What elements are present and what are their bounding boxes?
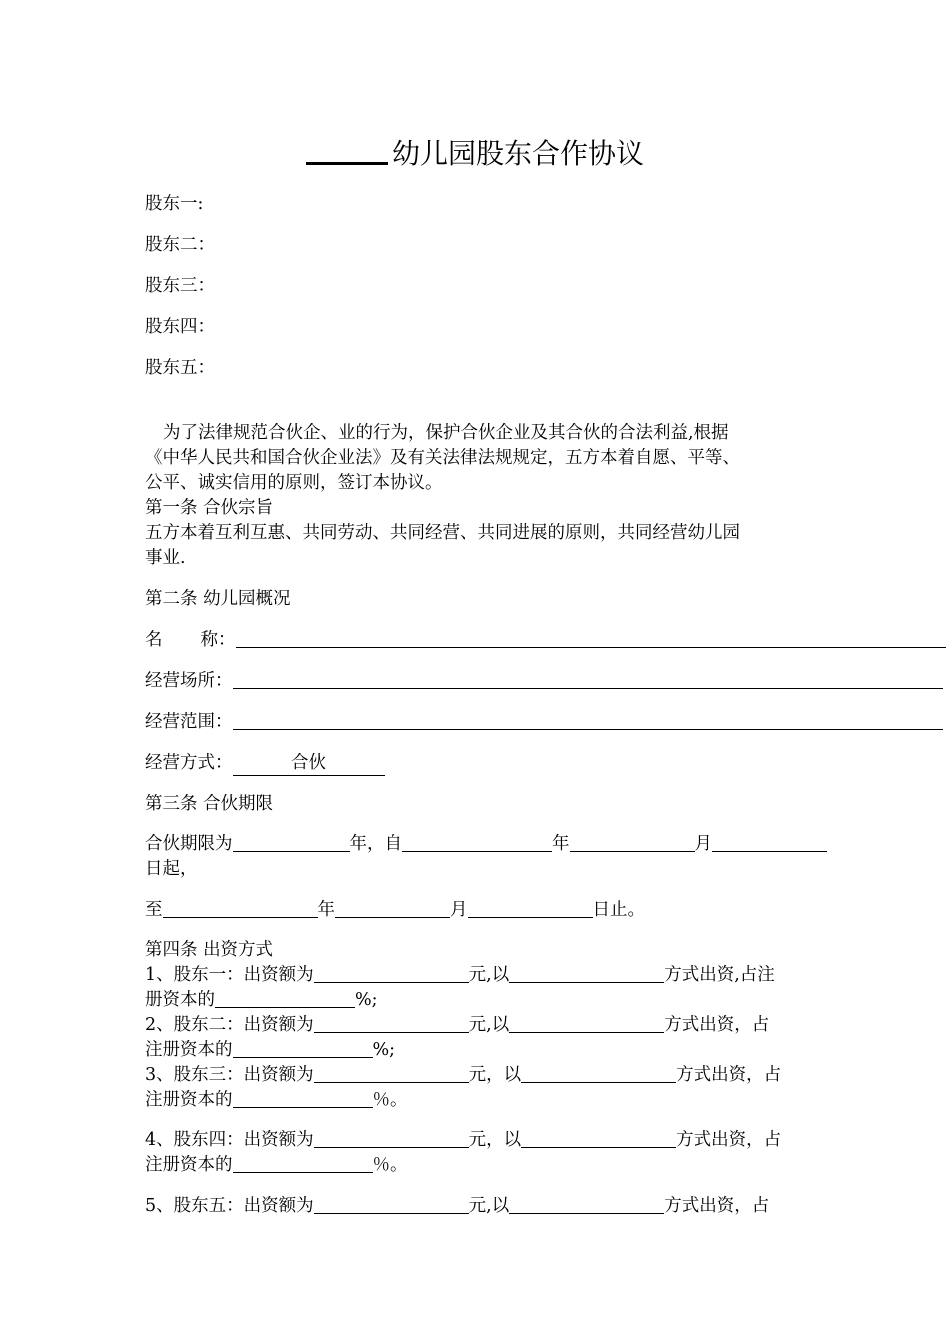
contribution-1-line-2 bbox=[145, 988, 378, 1012]
field-mode-value[interactable]: 合伙 bbox=[233, 751, 385, 776]
term-end-label-c: 月 bbox=[450, 900, 468, 920]
term-label-d: 月 bbox=[694, 834, 712, 854]
article-1-body-1: 五方本着互利互惠、共同劳动、共同经营、共同进展的原则，共同经营幼儿园 bbox=[145, 523, 740, 543]
contribution-3-label-a: 3、股东三：出资额为 bbox=[145, 1065, 314, 1085]
contribution-2-percent-blank[interactable] bbox=[233, 1039, 373, 1058]
contribution-5-label-b: 元,以 bbox=[468, 1196, 510, 1216]
contribution-2-line-2 bbox=[145, 1038, 395, 1062]
contribution-1-percent-blank[interactable] bbox=[215, 989, 355, 1008]
contribution-5-line-1 bbox=[145, 1194, 769, 1218]
contribution-1-label-d: 册资本的 bbox=[145, 990, 215, 1010]
contribution-5-label-c: 方式出资，占 bbox=[664, 1196, 770, 1216]
contribution-3-line-1 bbox=[145, 1063, 781, 1087]
shareholder-1: 股东一: bbox=[145, 194, 204, 214]
contribution-4-label-c: 方式出资，占 bbox=[676, 1130, 782, 1150]
term-end-label-a: 至 bbox=[145, 900, 163, 920]
term-line-2: 日起， bbox=[145, 859, 198, 879]
shareholder-2: 股东二： bbox=[145, 235, 215, 255]
contribution-4-label-a: 4、股东四：出资额为 bbox=[145, 1130, 314, 1150]
field-name-label-b: 称： bbox=[200, 630, 236, 650]
contribution-2-label-d: 注册资本的 bbox=[145, 1040, 233, 1060]
document-title bbox=[0, 134, 950, 172]
term-label-c: 年 bbox=[552, 834, 570, 854]
contribution-3-method-blank[interactable] bbox=[521, 1064, 676, 1083]
contribution-4-label-b: 元，以 bbox=[468, 1130, 522, 1150]
term-end-label-d: 日止。 bbox=[592, 900, 645, 920]
field-mode-row bbox=[145, 751, 385, 776]
field-name-label-a: 名 bbox=[145, 630, 163, 650]
field-scope-label: 经营范围： bbox=[145, 712, 233, 732]
term-label-b: 年，自 bbox=[349, 834, 402, 854]
term-label-a: 合伙期限为 bbox=[145, 834, 233, 854]
end-day-blank[interactable] bbox=[468, 899, 593, 918]
title-blank bbox=[306, 134, 388, 165]
contribution-1-label-c: 方式出资,占注 bbox=[664, 965, 775, 985]
contribution-1-amount-blank[interactable] bbox=[314, 964, 469, 983]
shareholder-3: 股东三： bbox=[145, 276, 215, 296]
contribution-2-label-e: %; bbox=[372, 1040, 396, 1060]
contribution-1-label-e: %; bbox=[355, 990, 378, 1010]
contribution-3-label-d: 注册资本的 bbox=[145, 1090, 233, 1110]
contribution-3-amount-blank[interactable] bbox=[314, 1064, 469, 1083]
contribution-4-label-e: ％。 bbox=[372, 1155, 408, 1175]
contribution-4-line-1 bbox=[145, 1128, 781, 1152]
field-name-row bbox=[145, 628, 946, 652]
contribution-5-label-a: 5、股东五：出资额为 bbox=[145, 1196, 314, 1216]
contribution-4-amount-blank[interactable] bbox=[314, 1129, 469, 1148]
shareholder-4: 股东四： bbox=[145, 317, 215, 337]
article-1-heading: 第一条 合伙宗旨 bbox=[145, 498, 274, 518]
contribution-1-method-blank[interactable] bbox=[509, 964, 664, 983]
article-2-heading: 第二条 幼儿园概况 bbox=[145, 589, 291, 609]
contribution-2-amount-blank[interactable] bbox=[314, 1014, 469, 1033]
contribution-4-label-d: 注册资本的 bbox=[145, 1155, 233, 1175]
field-scope-row bbox=[145, 710, 943, 734]
start-year-blank[interactable] bbox=[402, 833, 552, 852]
article-4-heading: 第四条 出资方式 bbox=[145, 940, 274, 960]
contribution-1-line-1 bbox=[145, 963, 775, 987]
preamble-line-2: 《中华人民共和国合伙企业法》及有关法律法规规定，五方本着自愿、平等、 bbox=[145, 448, 740, 468]
field-name-blank[interactable] bbox=[236, 629, 946, 648]
term-line-1 bbox=[145, 832, 827, 856]
title-text: 幼儿园股东合作协议 bbox=[391, 137, 644, 170]
preamble-line-3: 公平、诚实信用的原则，签订本协议。 bbox=[145, 473, 443, 493]
article-1-body-2: 事业. bbox=[145, 548, 186, 568]
contribution-2-label-a: 2、股东二：出资额为 bbox=[145, 1015, 314, 1035]
field-scope-blank[interactable] bbox=[233, 711, 943, 730]
contribution-5-method-blank[interactable] bbox=[509, 1195, 664, 1214]
shareholder-5: 股东五： bbox=[145, 358, 215, 378]
field-place-blank[interactable] bbox=[233, 670, 943, 689]
contribution-5-amount-blank[interactable] bbox=[314, 1195, 469, 1214]
term-years-blank[interactable] bbox=[233, 833, 350, 852]
contribution-1-label-a: 1、股东一：出资额为 bbox=[145, 965, 314, 985]
field-place-row bbox=[145, 669, 943, 693]
field-place-label: 经营场所： bbox=[145, 671, 233, 691]
contribution-3-percent-blank[interactable] bbox=[233, 1089, 373, 1108]
contribution-3-label-b: 元，以 bbox=[468, 1065, 522, 1085]
contribution-2-method-blank[interactable] bbox=[509, 1014, 664, 1033]
contribution-4-percent-blank[interactable] bbox=[233, 1154, 373, 1173]
article-3-heading: 第三条 合伙期限 bbox=[145, 794, 274, 814]
contribution-2-label-b: 元,以 bbox=[468, 1015, 510, 1035]
contribution-4-line-2 bbox=[145, 1153, 408, 1177]
term-line-3 bbox=[145, 898, 645, 922]
contribution-2-line-1 bbox=[145, 1013, 769, 1037]
contribution-1-label-b: 元,以 bbox=[468, 965, 510, 985]
start-month-blank[interactable] bbox=[570, 833, 695, 852]
term-end-label-b: 年 bbox=[317, 900, 335, 920]
end-year-blank[interactable] bbox=[163, 899, 318, 918]
preamble-line-1: 为了法律规范合伙企、业的行为，保护合伙企业及其合伙的合法利益,根据 bbox=[163, 423, 729, 443]
field-mode-label: 经营方式： bbox=[145, 753, 233, 773]
contribution-3-label-e: ％。 bbox=[372, 1090, 408, 1110]
end-month-blank[interactable] bbox=[335, 899, 450, 918]
contribution-4-method-blank[interactable] bbox=[521, 1129, 676, 1148]
contribution-3-label-c: 方式出资，占 bbox=[676, 1065, 782, 1085]
start-day-blank[interactable] bbox=[712, 833, 827, 852]
contribution-2-label-c: 方式出资，占 bbox=[664, 1015, 770, 1035]
contribution-3-line-2 bbox=[145, 1088, 408, 1112]
